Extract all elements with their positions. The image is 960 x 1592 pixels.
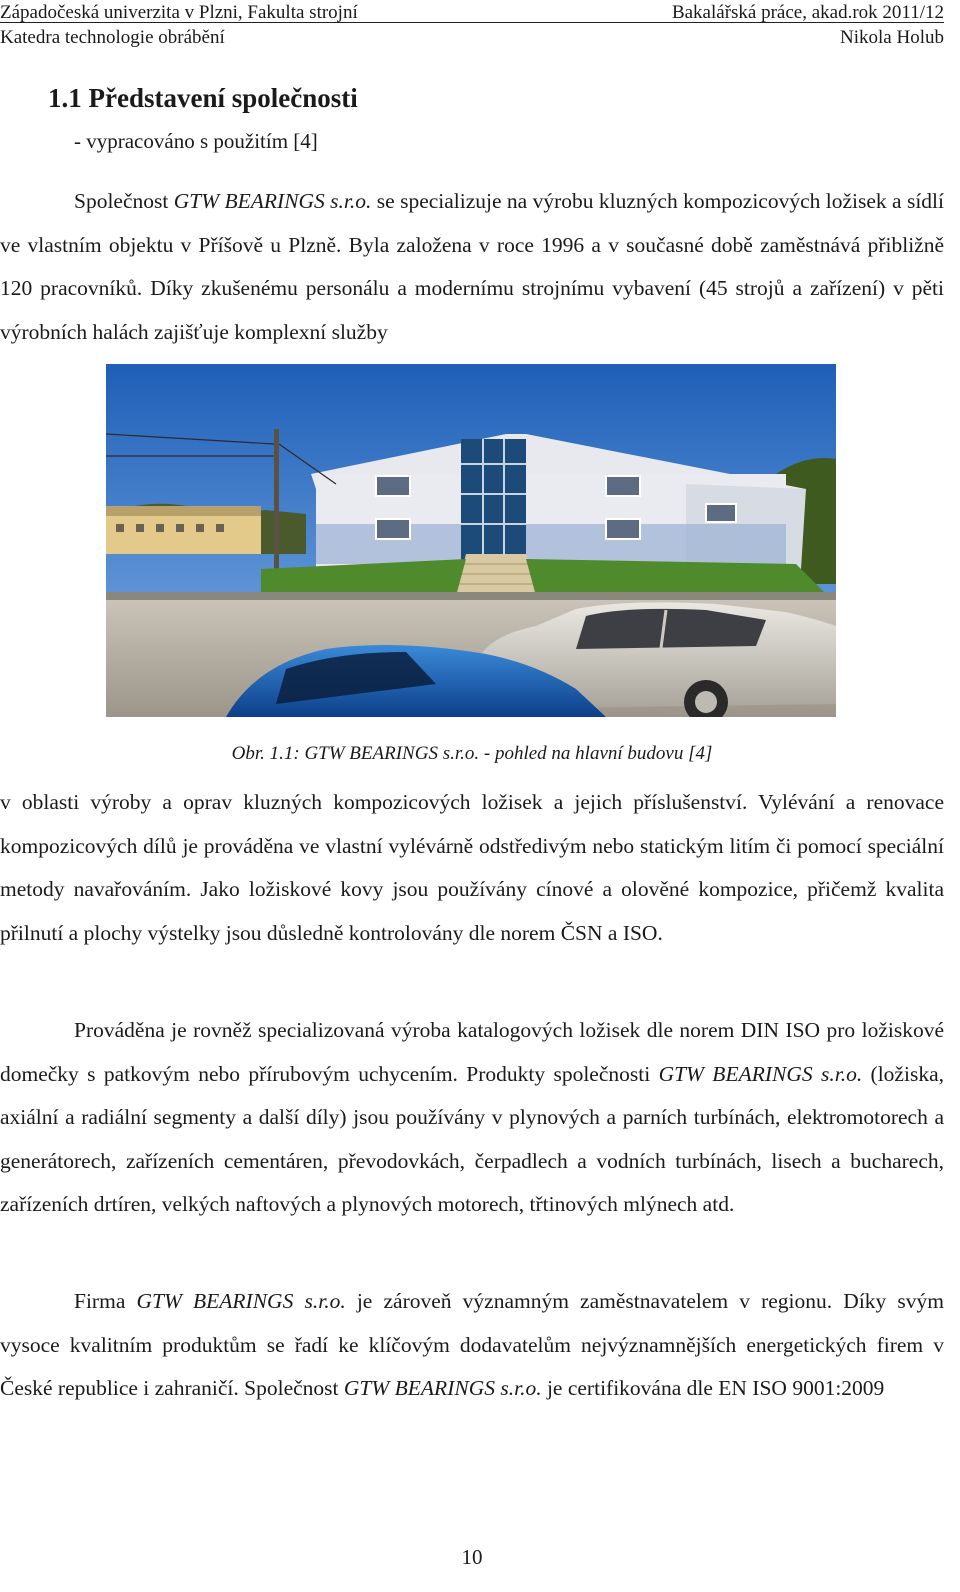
text-run: je zároveň významným zaměstnavatelem v regionu. Díky svým vysoce kvalitním produktům se řadí ke klíčovým dodavatelům nejvýznamnějších energetických firem v České republice i zahraničí. Společnost bbox=[0, 1289, 945, 1400]
company-name: GTW BEARINGS s.r.o. bbox=[658, 1061, 863, 1086]
text-run: (ložiska, axiální a radiální segmenty a další díly) jsou používány v plynových a parních turbínách, elektromotorech a generátorech, zařízeních cementáren, převodovkách, čerpadlech a vodních turbínách, lisech a bucharech, zařízeních drtíren, velkých naftových a plynových motorech, třtinových mlýnech atd. bbox=[0, 1061, 944, 1216]
header-university: Západočeská univerzita v Plzni, Fakulta strojní bbox=[0, 2, 358, 23]
header-thesis: Bakalářská práce, akad.rok 2011/12 bbox=[671, 2, 944, 23]
company-name: GTW BEARINGS s.r.o. bbox=[173, 189, 372, 213]
paragraph-production: v oblasti výroby a oprav kluzných kompozicových ložisek a jejich příslušenství. Vylévání a renovace kompozicových dílů je prováděna ve vlastní vylévárně odstředivým nebo statickým litím či pomocí speciální metody navařováním. Jako ložiskové kovy jsou používány cínové a olověné kompozice, přičemž kvalita přilnutí a plochy výstelky jsou důsledně kontrolovány dle norem ČSN a ISO. bbox=[0, 790, 944, 945]
header-author: Nikola Holub bbox=[840, 27, 944, 48]
text-run: Společnost bbox=[74, 189, 174, 213]
text-run: Firma bbox=[74, 1289, 137, 1313]
paragraph-intro bbox=[0, 180, 944, 354]
figure-caption: Obr. 1.1: GTW BEARINGS s.r.o. - pohled na hlavní budovu [4] bbox=[231, 743, 713, 764]
header-department: Katedra technologie obrábění bbox=[0, 27, 225, 48]
source-note: - vypracováno s použitím [4] bbox=[74, 129, 318, 153]
section-title: 1.1 Představení společnosti bbox=[48, 83, 358, 113]
company-name: GTW BEARINGS s.r.o. bbox=[136, 1289, 346, 1313]
text-run: Prováděna je rovněž specializovaná výroba katalogových ložisek dle norem DIN ISO pro ložiskové domečky s patkovým nebo přírubovým uchycením. Produkty společnosti bbox=[0, 1018, 944, 1086]
building-photo bbox=[106, 364, 836, 717]
text-run: se specializuje na výrobu kluzných kompozicových ložisek a sídlí ve vlastním objektu v Příšově u Plzně. Byla založena v roce 1996 a v současné době zaměstnává přibližně 120 pracovníků. Díky zkušenému personálu a modernímu strojnímu vybavení (45 strojů a zařízení) v pěti výrobních halách zajišťuje komplexní služby bbox=[0, 189, 944, 344]
paragraph-products bbox=[0, 1009, 944, 1227]
paragraph-employer bbox=[0, 1280, 944, 1411]
text-run: je certifikována dle EN ISO 9001:2009 bbox=[541, 1376, 885, 1400]
company-name: GTW BEARINGS s.r.o. bbox=[343, 1376, 542, 1400]
page-number: 10 bbox=[461, 1545, 483, 1569]
header-divider bbox=[0, 22, 944, 23]
